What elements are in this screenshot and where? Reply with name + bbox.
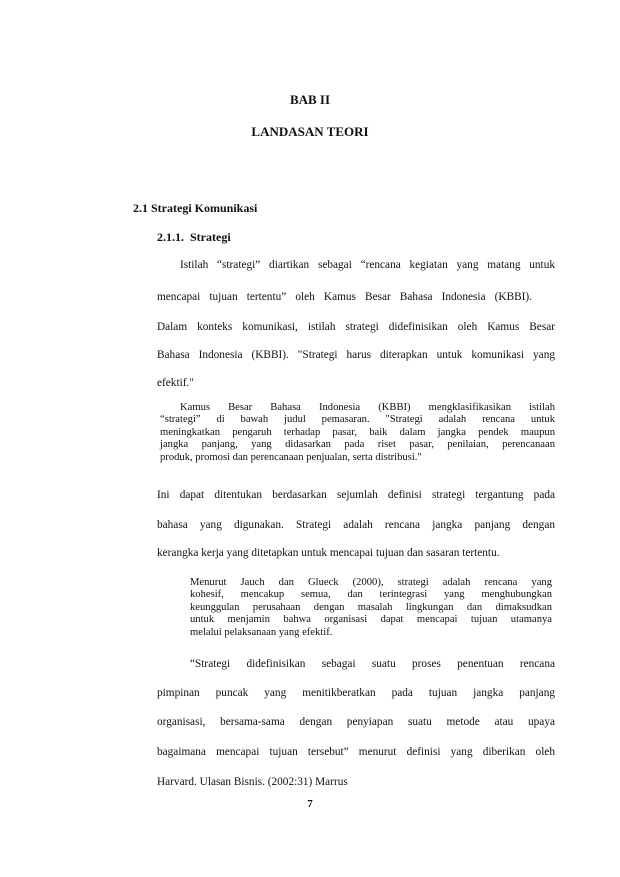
page-number: 7 <box>307 798 313 810</box>
quote-line: meningkatkan pengaruh terhadap pasar, baik dalam jangka pendek maupun <box>160 426 555 438</box>
paragraph-line: Harvard. Ulasan Bisnis. (2002:31) Marrus <box>157 776 348 788</box>
paragraph-line: mencapai tujuan tertentu” oleh Kamus Besar Bahasa Indonesia (KBBI). <box>157 291 532 303</box>
block-quote <box>190 577 552 639</box>
subsection-number: 2.1.1. <box>157 230 184 244</box>
subsection-heading <box>157 230 231 245</box>
paragraph-line: Istilah “strategi” diartikan sebagai “rencana kegiatan yang matang untuk <box>180 259 555 271</box>
paragraph-line: Dalam konteks komunikasi, istilah strategi didefinisikan oleh Kamus Besar <box>157 321 555 333</box>
quote-line: Menurut Jauch dan Glueck (2000), strategi adalah rencana yang <box>190 577 552 588</box>
paragraph-line: bahasa yang digunakan. Strategi adalah rencana jangka panjang dengan <box>157 519 555 531</box>
paragraph-line: Ini dapat ditentukan berdasarkan sejumlah definisi strategi tergantung pada <box>157 489 555 501</box>
quote-line: melalui pelaksanaan yang efektif. <box>190 626 333 638</box>
paragraph-line: pimpinan puncak yang menitikberatkan pada tujuan jangka panjang <box>157 687 555 699</box>
paragraph-line: Bahasa Indonesia (KBBI). "Strategi harus diterapkan untuk komunikasi yang <box>157 349 555 361</box>
quote-line: kohesif, mencakup semua, dan terintegrasi yang menghubungkan <box>190 589 552 601</box>
block-quote <box>160 402 555 464</box>
quote-line: “strategi” di bawah judul pemasaran. "Strategi adalah rencana untuk <box>160 414 555 426</box>
chapter-label: BAB II <box>289 92 331 107</box>
quote-line: untuk menjamin bahwa organisasi dapat mencapai tujuan utamanya <box>190 614 552 626</box>
paragraph-line: organisasi, bersama-sama dengan penyiapan suatu metode atau upaya <box>157 716 555 728</box>
paragraph-line: kerangka kerja yang ditetapkan untuk mencapai tujuan dan sasaran tertentu. <box>157 547 500 559</box>
quote-line: keunggulan perusahaan dengan masalah lingkungan dan dimaksudkan <box>190 601 552 613</box>
subsection-title: Strategi <box>190 230 231 244</box>
quote-line: Kamus Besar Bahasa Indonesia (KBBI) mengklasifikasikan istilah <box>180 402 555 413</box>
chapter-title: LANDASAN TEORI <box>251 124 369 139</box>
paragraph-line: efektif." <box>157 377 194 389</box>
paragraph-line: bagaimana mencapai tujuan tersebut” menurut definisi yang diberikan oleh <box>157 746 555 758</box>
paragraph-line: “Strategi didefinisikan sebagai suatu proses penentuan rencana <box>190 658 555 670</box>
quote-line: jangka panjang, yang didasarkan pada riset pasar, penilaian, perencanaan <box>160 439 555 451</box>
section-heading: 2.1 Strategi Komunikasi <box>133 201 258 215</box>
quote-line: produk, promosi dan perencanaan penjualan, serta distribusi." <box>160 451 422 463</box>
